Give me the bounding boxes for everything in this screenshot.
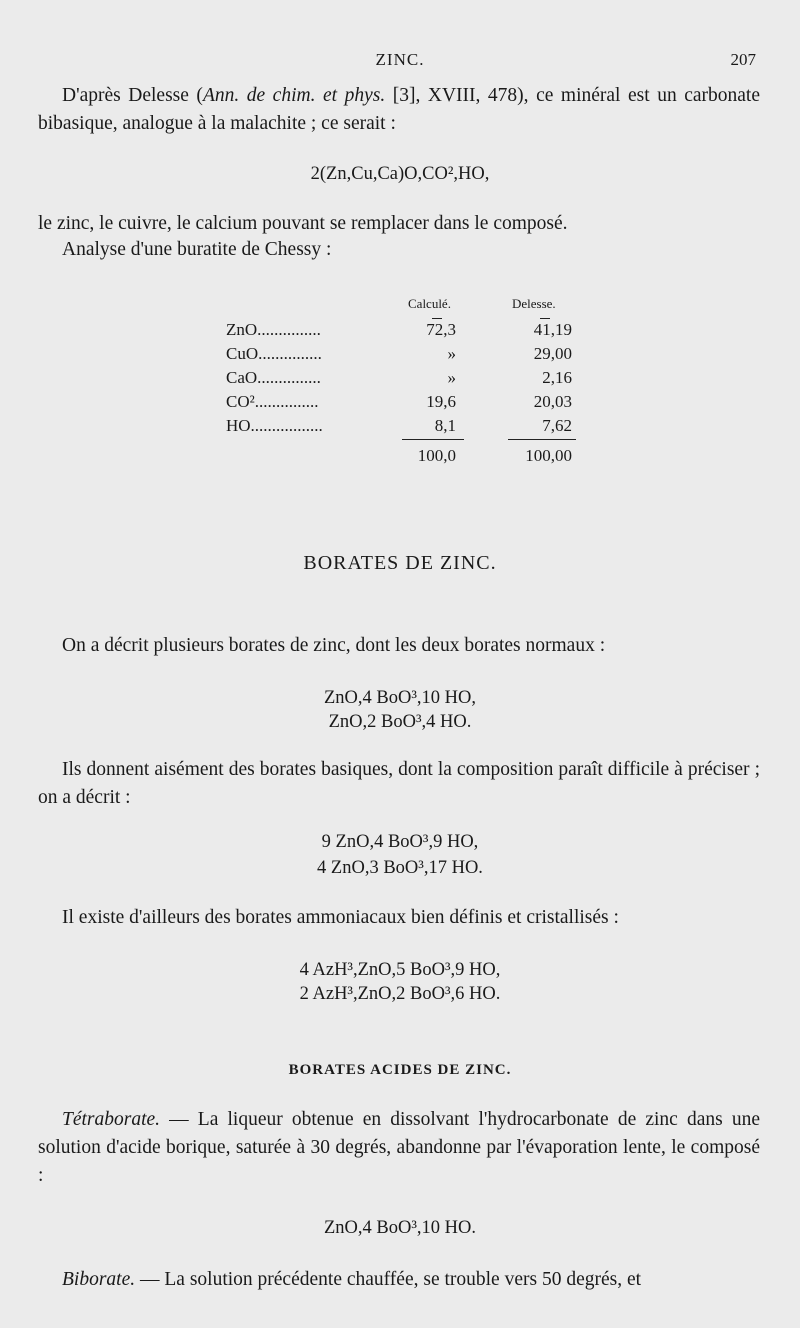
formula-line: ZnO,4 BoO³,10 HO,: [323, 688, 476, 708]
formula-line: ZnO,2 BoO³,4 HO.: [328, 712, 472, 732]
paragraph-basic-borates: Ils donnent aisément des borates basiques, dont la composition paraît difficile à préciser ; on a décrit :: [38, 759, 760, 808]
column-header-delesse: Delesse.: [512, 296, 556, 311]
table-total-row: [222, 446, 582, 470]
paragraph-biborate: [38, 1266, 760, 1294]
paragraph-tetraborate: [38, 1106, 760, 1190]
delesse-total: 100,00: [525, 446, 572, 465]
page-number: 207: [730, 50, 756, 69]
delesse-value: 20,03: [533, 392, 572, 411]
calc-value: »: [447, 368, 456, 387]
paragraph-rest: [3], XVIII, 478), ce minéral est un carbonate bibasique, analogue à la malachite ; ce serait :: [38, 85, 761, 134]
formula-line: 4 ZnO,3 BoO³,17 HO.: [317, 858, 483, 878]
formula-tetraborate: ZnO,4 BoO³,10 HO.: [323, 1218, 476, 1238]
column-header-calcule: Calculé.: [408, 296, 451, 311]
running-header: ZINC.: [375, 50, 425, 69]
paragraph-tetraborate-text: — La liqueur obtenue en dissolvant l'hydrocarbonate de zinc dans une solution d'acide borique, saturée à 30 degrés, abandonne par l'évaporation lente, le composé :: [38, 1109, 760, 1186]
table-row: [222, 368, 582, 392]
calc-total: 100,0: [417, 446, 456, 465]
delesse-value: 29,00: [533, 344, 572, 363]
paragraph-normal-borates: On a décrit plusieurs borates de zinc, dont les deux borates normaux :: [62, 635, 606, 656]
paragraph-substitution: le zinc, le cuivre, le calcium pouvant se remplacer dans le composé.: [38, 213, 568, 234]
delesse-value: 2,16: [542, 368, 572, 387]
table-row: [222, 344, 582, 368]
calc-value: 8,1: [434, 416, 456, 435]
paragraph-delesse: [38, 82, 760, 138]
table-row: [222, 392, 582, 416]
row-label: HO.................: [226, 416, 323, 435]
paragraph-biborate-text: — La solution précédente chauffée, se trouble vers 50 degrés, et: [135, 1269, 642, 1290]
header-dash: [540, 318, 550, 319]
delesse-value: 41,19: [533, 320, 572, 339]
sum-rule: [508, 439, 576, 440]
paragraph-ammoniacal-borates: Il existe d'ailleurs des borates ammoniacaux bien définis et cristallisés :: [62, 907, 619, 928]
delesse-value: 7,62: [542, 416, 572, 435]
calc-value: 72,3: [426, 320, 456, 339]
term-biborate: Biborate.: [62, 1269, 136, 1290]
row-label: ZnO...............: [226, 320, 321, 339]
paragraph-lead: D'après Delesse (: [62, 85, 203, 106]
calc-value: 19,6: [426, 392, 456, 411]
row-label: CaO...............: [226, 368, 321, 387]
calc-value: »: [447, 344, 456, 363]
formula-line: 4 AzH³,ZnO,5 BoO³,9 HO,: [299, 960, 501, 980]
row-label: CuO...............: [226, 344, 322, 363]
section-title-borates: BORATES DE ZINC.: [303, 552, 497, 574]
sum-rule: [402, 439, 464, 440]
table-row: [222, 416, 582, 440]
journal-reference: Ann. de chim. et phys.: [202, 85, 386, 106]
formula-line: 9 ZnO,4 BoO³,9 HO,: [321, 832, 479, 852]
term-tetraborate: Tétraborate.: [62, 1109, 161, 1130]
section-title-acid-borates: BORATES ACIDES DE ZINC.: [288, 1062, 512, 1078]
paragraph-analysis-intro: Analyse d'une buratite de Chessy :: [62, 239, 332, 260]
formula-buratite: 2(Zn,Cu,Ca)O,CO²,HO,: [310, 164, 490, 184]
header-dash: [432, 318, 442, 319]
formula-line: 2 AzH³,ZnO,2 BoO³,6 HO.: [299, 984, 501, 1004]
row-label: CO²...............: [226, 392, 319, 411]
table-row: [222, 320, 582, 344]
